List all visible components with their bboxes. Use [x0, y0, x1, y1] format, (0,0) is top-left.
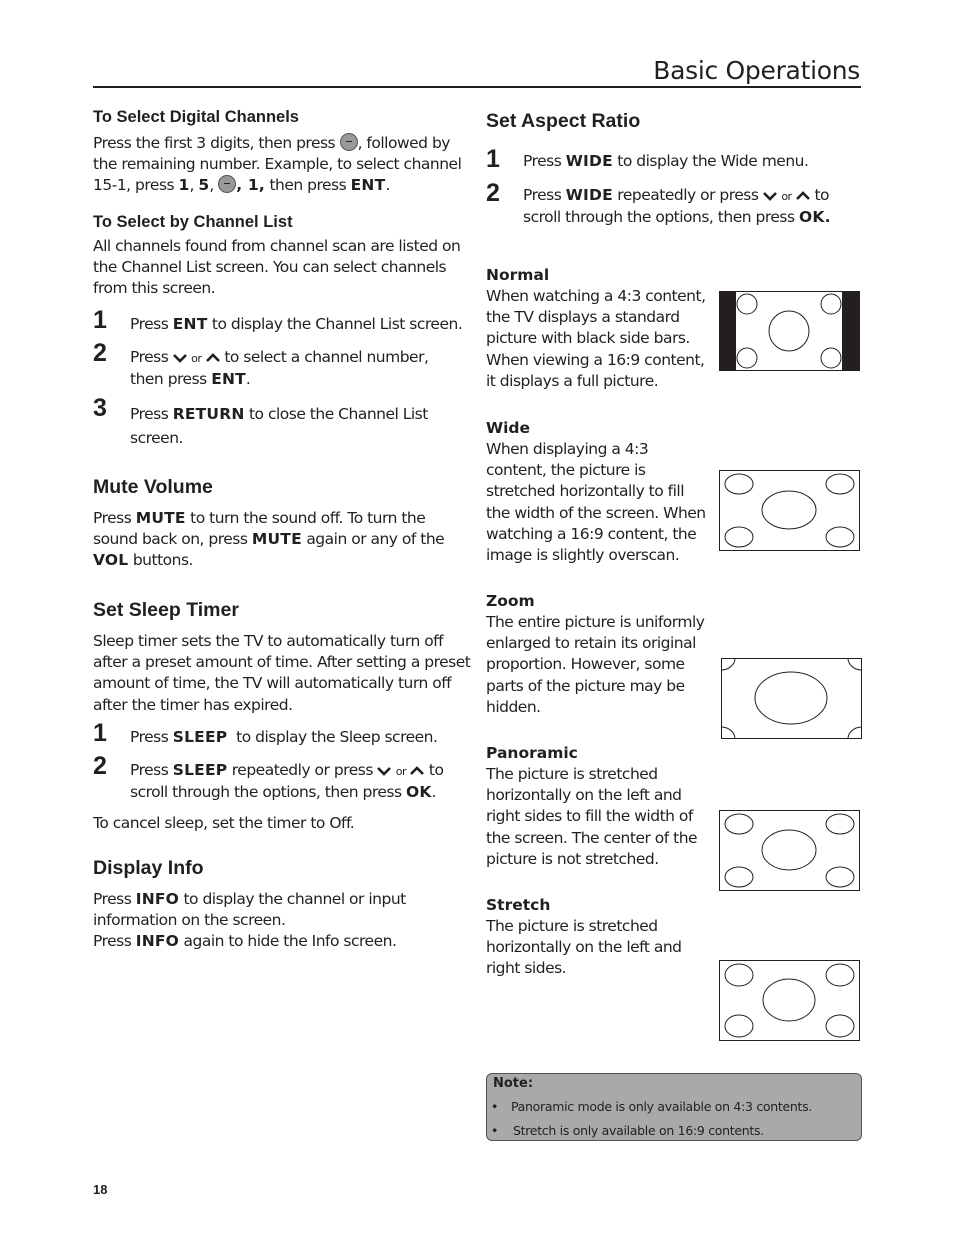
- chevron-up-icon: [206, 353, 220, 363]
- header-divider: [93, 86, 861, 88]
- page-number: 18: [93, 1182, 108, 1197]
- section-body: Press MUTE to turn the sound off. To turn the sound back on, press MUTE again or any of the VOL buttons.: [93, 509, 445, 570]
- section-heading: To Select by Channel List: [93, 213, 293, 231]
- wide-aspect-illustration: [719, 470, 860, 551]
- note-item: • Panoramic mode is only available on 4:3 contents.: [491, 1099, 812, 1114]
- bullet: •: [491, 1123, 499, 1138]
- mode-normal: Normal When watching a 4:3 content, the TV displays a standard picture with black side bars. When viewing a 16:9 content, it displays a full picture.: [486, 266, 711, 392]
- panoramic-aspect-illustration: [719, 810, 860, 891]
- mode-title: Panoramic: [486, 744, 578, 762]
- section-body: All channels found from channel scan are listed on the Channel List screen. You can select channels from this screen.: [93, 237, 461, 298]
- digital-channels-section: [93, 108, 473, 197]
- zoom-aspect-illustration: [721, 658, 862, 739]
- section-heading: Display Info: [93, 857, 204, 879]
- chevron-up-icon: [796, 191, 810, 201]
- note-title: Note:: [493, 1076, 534, 1091]
- normal-aspect-illustration: [719, 291, 860, 371]
- dash-button-icon: [340, 133, 358, 151]
- mute-volume-section: [93, 476, 473, 572]
- stretch-aspect-illustration: [719, 960, 860, 1041]
- mode-title: Zoom: [486, 592, 535, 610]
- section-body: Press INFO to display the channel or input information on the screen. Press INFO again to hide the Info screen.: [93, 890, 406, 951]
- section-heading: To Select Digital Channels: [93, 108, 299, 126]
- sleep-cancel-note: To cancel sleep, set the timer to Off.: [93, 814, 355, 832]
- chevron-down-icon: [377, 766, 391, 776]
- sleep-step-2: 2 Press SLEEP repeatedly or press or to scroll through the options, then press OK.: [93, 752, 444, 802]
- section-heading: Mute Volume: [93, 476, 213, 498]
- aspect-step-1: 1 Press WIDE to display the Wide menu.: [486, 145, 809, 173]
- note-item: • Stretch is only available on 16:9 contents.: [491, 1123, 764, 1138]
- aspect-step-2: 2 Press WIDE repeatedly or press or to scroll through the options, then press OK.: [486, 179, 831, 227]
- sleep-step-1: 1 Press SLEEP to display the Sleep screen.: [93, 719, 438, 747]
- mode-zoom: Zoom The entire picture is uniformly enlarged to retain its original proportion. However, some parts of the picture may be hidden.: [486, 592, 711, 718]
- chevron-down-icon: [173, 353, 187, 363]
- sleep-timer-section: [93, 599, 473, 716]
- section-body: Sleep timer sets the TV to automatically turn off after a preset amount of time. After setting a preset amount of time, the TV will automatically turn off after the timer has expired.: [93, 632, 471, 714]
- bullet: •: [491, 1099, 499, 1114]
- dash-button-icon: [218, 175, 236, 193]
- list-step-1: 1 Press ENT to display the Channel List screen.: [93, 306, 463, 334]
- mode-title: Stretch: [486, 896, 551, 914]
- mode-stretch: Stretch The picture is stretched horizontally on the left and right sides.: [486, 896, 711, 980]
- section-body: Press the first 3 digits, then press , followed by the remaining number. Example, to select channel 15-1, press 1, 5, , 1, then press ENT.: [93, 134, 462, 195]
- mode-wide: Wide When displaying a 4:3 content, the picture is stretched horizontally to fill the width of the screen. When watching a 16:9 content, the image is slightly overscan.: [486, 419, 711, 566]
- mode-panoramic: Panoramic The picture is stretched horizontally on the left and right sides to fill the width of the screen. The center of the picture is not stretched.: [486, 744, 711, 870]
- note-box: [486, 1073, 862, 1141]
- mode-title: Wide: [486, 419, 531, 437]
- section-heading: Set Aspect Ratio: [486, 110, 641, 132]
- section-heading: Set Sleep Timer: [93, 599, 239, 621]
- list-step-3: 3 Press RETURN to close the Channel List screen.: [93, 394, 428, 447]
- chevron-up-icon: [410, 766, 424, 776]
- list-step-2: 2 Press or to select a channel number, then press ENT.: [93, 339, 429, 389]
- chevron-down-icon: [763, 191, 777, 201]
- page-title: Basic Operations: [653, 56, 860, 85]
- channel-list-section: [93, 213, 473, 300]
- display-info-section: [93, 857, 473, 953]
- mode-title: Normal: [486, 266, 550, 284]
